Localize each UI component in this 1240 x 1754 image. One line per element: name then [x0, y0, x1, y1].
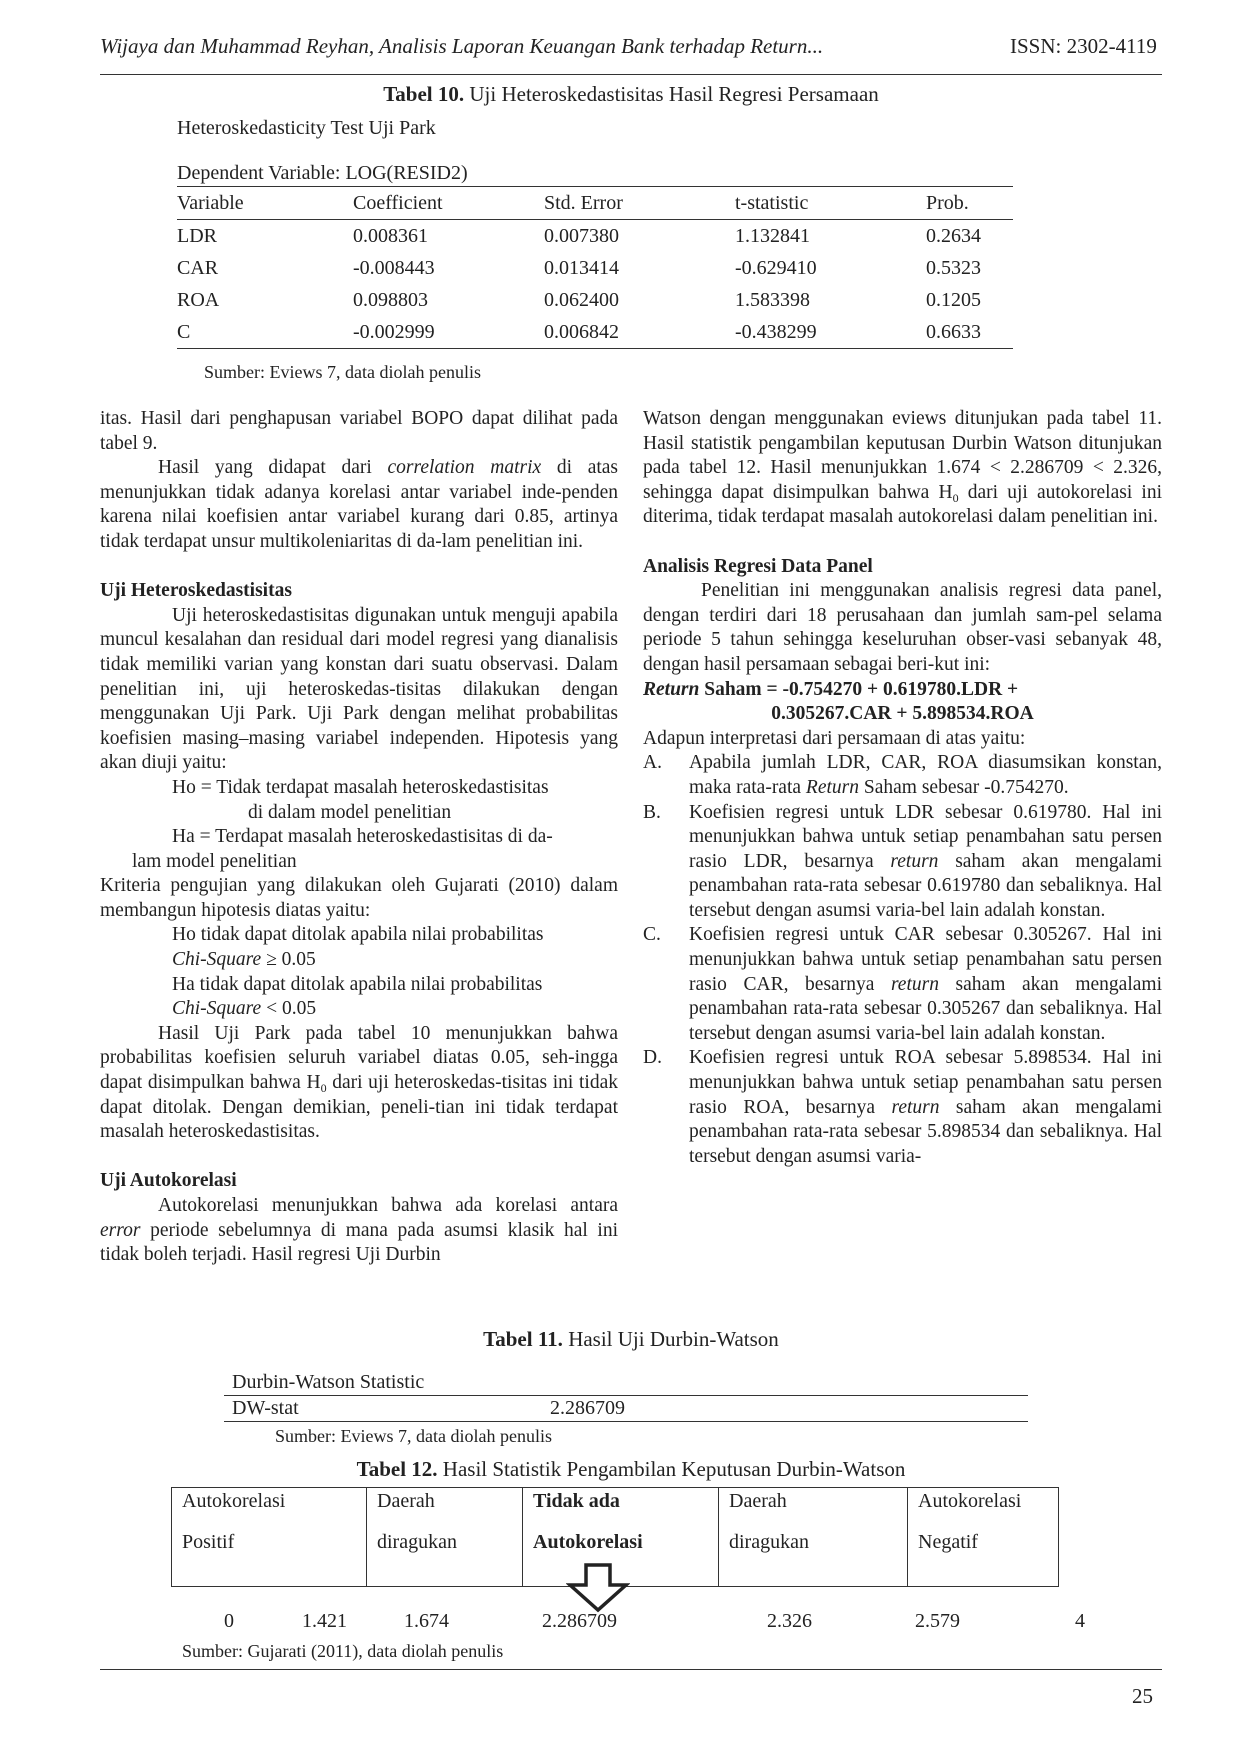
table11-header-row	[224, 1370, 1028, 1396]
table-row	[177, 284, 1013, 316]
table10-header-cell: t-statistic	[735, 187, 926, 220]
table11-caption-text: Hasil Uji Durbin-Watson	[562, 1327, 779, 1351]
decision-region: Daerah diragukan	[719, 1488, 908, 1587]
table11-source: Sumber: Eviews 7, data diolah penulis	[275, 1426, 552, 1446]
list-item-label: D.	[643, 1047, 662, 1069]
table11-header: Durbin-Watson Statistic	[224, 1370, 1028, 1396]
table-cell: 0.013414	[544, 256, 619, 279]
criterion-1-cont: Chi-Square ≥ 0.05	[172, 949, 316, 971]
issn: ISSN: 2302-4119	[1010, 34, 1157, 58]
list-item	[643, 923, 1162, 1046]
table10-caption	[100, 82, 1162, 107]
paragraph: Autokorelasi menunjukkan bahwa ada korelasi antara error periode sebelumnya di mana pada asumsi klasik hal ini tidak boleh terjadi. Hasil regresi Uji Durbin	[100, 1195, 618, 1266]
table-cell: -0.629410	[735, 256, 817, 279]
table-cell: 0.006842	[544, 316, 735, 349]
table12-caption-text: Hasil Statistik Pengambilan Keputusan Durbin-Watson	[437, 1457, 906, 1481]
table10	[177, 186, 1013, 349]
table10-header-cell: Std. Error	[544, 187, 735, 220]
table-cell: 1.583398	[735, 288, 810, 311]
hypothesis-ho-cont: di dalam model penelitian	[248, 801, 452, 823]
scale-value: 1.421	[302, 1610, 347, 1632]
paragraph: Hasil yang didapat dari correlation matrix di atas menunjukkan tidak adanya korelasi antar variabel inde-penden karena nilai koefisien antar variabel kurang dari 0.85, artinya tidak terdapat unsur multikoleniaritas di da-lam penelitian ini.	[100, 457, 619, 552]
table-cell: 0.2634	[926, 224, 981, 247]
scale-value: 2.286709	[542, 1610, 617, 1632]
table-cell: -0.438299	[735, 316, 926, 349]
criterion-2: Ha tidak dapat ditolak apabila nilai probabilitas	[172, 973, 543, 995]
down-arrow-icon	[566, 1563, 630, 1613]
paragraph: itas. Hasil dari penghapusan variabel BOPO dapat dilihat pada tabel 9.	[100, 408, 618, 454]
table-cell: 2.286709	[542, 1396, 1028, 1422]
paragraph: Uji heteroskedastisitas digunakan untuk menguji apabila muncul kesalahan dan residual dari model regresi yang dianalisis tidak memiliki varian yang konstan dari suatu observasi. Dalam penelitian ini, uji heteroskedas-tisitas dilakukan dengan menggunakan Uji Park. Uji Park dengan melihat probabilitas koefisien masing–masing variabel independen. Hipotesis yang akan diuji yaitu:	[100, 604, 618, 774]
paragraph: Adapun interpretasi dari persamaan di atas yaitu:	[643, 727, 1026, 749]
footer-rule	[100, 1669, 1162, 1670]
scale-value: 1.674	[404, 1610, 449, 1632]
hypothesis-ha-cont: lam model penelitian	[132, 850, 297, 872]
table-cell: 0.6633	[926, 316, 1013, 349]
table12-source: Sumber: Gujarati (2011), data diolah penulis	[182, 1641, 504, 1661]
hypothesis-ha: Ha = Terdapat masalah heteroskedastisitas di da-	[172, 826, 553, 848]
table-row	[177, 252, 1013, 284]
list-item-text: Apabila jumlah LDR, CAR, ROA diasumsikan konstan, maka rata-rata Return Saham sebesar -0.754270.	[689, 752, 1162, 798]
decision-region: Autokorelasi Positif	[172, 1488, 367, 1587]
right-column	[643, 407, 1162, 1169]
table-cell: 0.008361	[353, 224, 428, 247]
paragraph: Hasil Uji Park pada tabel 10 menunjukkan bahwa probabilitas koefisien seluruh variabel diatas 0.05, seh-ingga dapat disimpulkan bahwa $H_0$ dari uji heteroskedas-tisitas ini tidak dapat ditolak. Dengan demikian, peneli-tian ini tidak terdapat masalah heteroskedastisitas.	[100, 1022, 618, 1143]
regression-equation-cont: 0.305267.CAR + 5.898534.ROA	[771, 703, 1034, 725]
table11-caption-label: Tabel 11.	[483, 1327, 563, 1351]
table10-source: Sumber: Eviews 7, data diolah penulis	[204, 362, 481, 382]
table10-header-row	[177, 187, 1013, 220]
list-item-label: A.	[643, 752, 662, 774]
scale-value: 2.326	[767, 1610, 812, 1632]
table-cell: 0.5323	[926, 256, 981, 279]
list-item-text: Koefisien regresi untuk ROA sebesar 5.898534. Hal ini menunjukkan bahwa untuk setiap penambahan satu persen rasio ROA, besarnya return saham akan mengalami penambahan rata-rata sebesar 5.898534 dan sebaliknya. Hal tersebut dengan asumsi varia-	[689, 1047, 1163, 1167]
scale-value: 4	[1075, 1610, 1085, 1632]
list-item	[643, 1046, 1162, 1169]
running-title: Wijaya dan Muhammad Reyhan, Analisis Laporan Keuangan Bank terhadap Return...	[100, 34, 824, 58]
table12-caption	[100, 1457, 1162, 1482]
table-cell: CAR	[177, 256, 219, 279]
table10-subtitle: Heteroskedasticity Test Uji Park	[177, 117, 436, 139]
table-cell: -0.008443	[353, 256, 435, 279]
interpretation-list	[643, 751, 1162, 1169]
table-row	[177, 316, 1013, 349]
table10-header-cell: Prob.	[926, 187, 1013, 220]
list-item-label: B.	[643, 801, 661, 823]
paragraph: Watson dengan menggunakan eviews ditunjukan pada tabel 11. Hasil statistik pengambilan keputusan Durbin Watson ditunjukan pada tabel 12. Hasil menunjukkan 1.674 < 2.286709 < 2.326, sehingga dapat disimpulkan bahwa $H_0$ dari uji autokorelasi ini diterima, tidak terdapat masalah autokorelasi dalam penelitian ini.	[643, 408, 1162, 528]
table-cell: C	[177, 316, 353, 349]
table11	[224, 1370, 1028, 1422]
table12-caption-label: Tabel 12.	[356, 1457, 438, 1481]
table-cell: LDR	[177, 224, 217, 247]
table-cell: 1.132841	[735, 224, 810, 247]
list-item-text: Koefisien regresi untuk LDR sebesar 0.619780. Hal ini menunjukkan bahwa untuk setiap penambahan satu persen rasio LDR, besarnya return saham akan mengalami penambahan rata-rata sebesar 0.619780 dan sebaliknya. Hal tersebut dengan asumsi varia-bel lain adalah konstan.	[689, 801, 1162, 921]
left-column	[100, 407, 618, 1268]
decision-region-accept: Tidak ada Autokorelasi	[523, 1488, 719, 1587]
table-cell: DW-stat	[224, 1396, 542, 1422]
list-item	[643, 751, 1162, 800]
header-rule	[100, 74, 1162, 75]
table10-header-cell: Coefficient	[353, 187, 544, 220]
table10-header-cell: Variable	[177, 187, 353, 220]
section-heading-regresi-panel: Analisis Regresi Data Panel	[643, 555, 873, 577]
table10-dependent: Dependent Variable: LOG(RESID2)	[177, 162, 468, 184]
table11-caption	[100, 1327, 1162, 1352]
list-item-text: Koefisien regresi untuk CAR sebesar 0.305267. Hal ini menunjukkan bahwa untuk setiap penambahan satu persen rasio CAR, besarnya return saham akan mengalami penambahan rata-rata sebesar 0.305267 dan sebaliknya. Hal tersebut dengan asumsi varia-bel lain adalah konstan.	[689, 924, 1162, 1044]
list-item	[643, 801, 1162, 924]
table-cell: -0.002999	[353, 316, 544, 349]
table10-caption-label: Tabel 10.	[383, 82, 465, 106]
table-cell: 0.1205	[926, 288, 981, 311]
list-item-label: C.	[643, 924, 661, 946]
section-heading-autokorelasi: Uji Autokorelasi	[100, 1170, 237, 1192]
table10-caption-text: Uji Heteroskedastisitas Hasil Regresi Persamaan	[464, 82, 879, 106]
table-cell: 0.062400	[544, 288, 619, 311]
table-cell: 0.007380	[544, 224, 619, 247]
criterion-2-cont: Chi-Square < 0.05	[172, 998, 317, 1020]
hypothesis-ho: Ho = Tidak terdapat masalah heteroskedastisitas	[172, 776, 549, 798]
paragraph: Kriteria pengujian yang dilakukan oleh Gujarati (2010) dalam membangun hipotesis diatas yaitu:	[100, 875, 618, 921]
table-row	[224, 1396, 1028, 1422]
scale-value: 2.579	[915, 1610, 960, 1632]
page-number: 25	[1132, 1684, 1153, 1708]
decision-region: Autokorelasi Negatif	[908, 1488, 1059, 1587]
regression-equation: Return Saham = -0.754270 + 0.619780.LDR +	[643, 678, 1019, 700]
table-row	[177, 220, 1013, 253]
scale-value: 0	[224, 1610, 234, 1632]
table-cell: ROA	[177, 288, 220, 311]
section-heading-heteroskedastisitas: Uji Heteroskedastisitas	[100, 580, 292, 602]
decision-region: Daerah diragukan	[367, 1488, 523, 1587]
table-cell: 0.098803	[353, 288, 428, 311]
criterion-1: Ho tidak dapat ditolak apabila nilai probabilitas	[172, 924, 544, 946]
paragraph: Penelitian ini menggunakan analisis regresi data panel, dengan terdiri dari 18 perusahaan dan jumlah sam-pel selama periode 5 tahun sehingga keseluruhan obser-vasi sebanyak 48, dengan hasil persamaan sebagai beri-kut ini:	[643, 580, 1162, 675]
